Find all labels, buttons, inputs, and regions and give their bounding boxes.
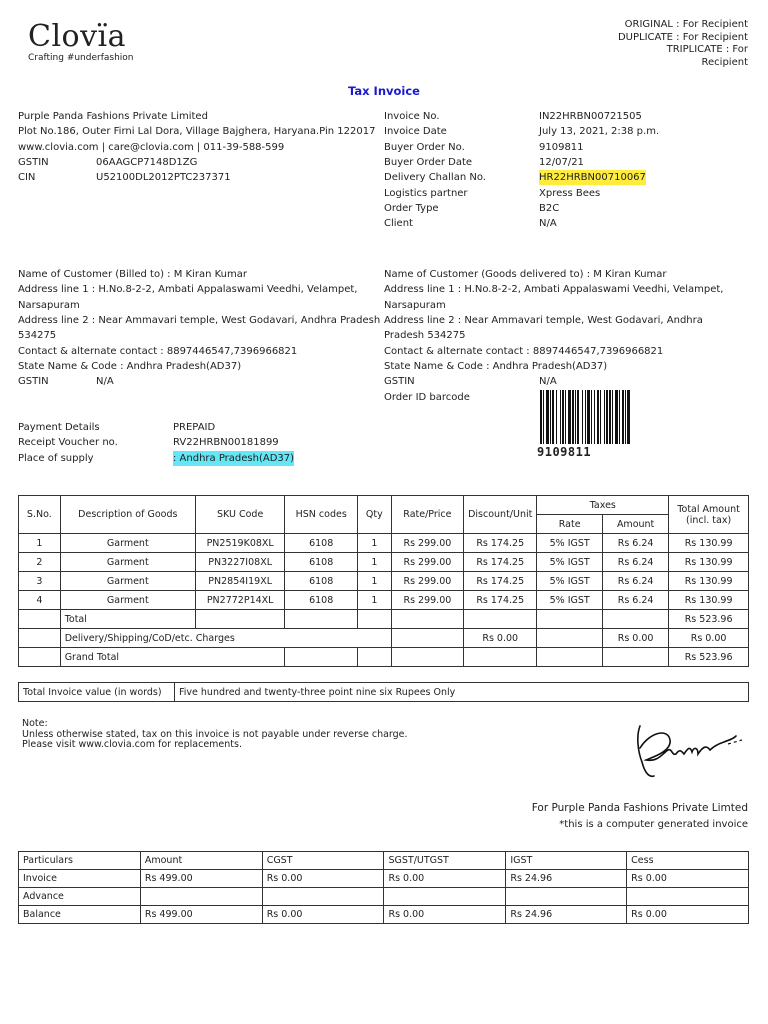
invoice-label: Buyer Order No. xyxy=(384,141,465,153)
cell-sno: 4 xyxy=(19,591,61,610)
cell-qty: 1 xyxy=(358,534,392,553)
cell-empty xyxy=(603,648,669,667)
cell-total: Rs 130.99 xyxy=(669,553,749,572)
summary-cell: Rs 0.00 xyxy=(262,870,384,888)
header-hsn: HSN codes xyxy=(285,496,358,534)
header-qty: Qty xyxy=(358,496,392,534)
computer-generated-note: *this is a computer generated invoice xyxy=(559,819,748,830)
invoice-label: Client xyxy=(384,218,413,230)
table-row xyxy=(19,906,749,924)
barcode-bar xyxy=(540,390,542,444)
invoice-label: Buyer Order Date xyxy=(384,156,473,168)
delivered-address-line2-cont: Pradesh 534275 xyxy=(384,330,466,342)
cell-empty xyxy=(285,610,358,629)
barcode-bar xyxy=(562,390,564,444)
place-of-supply-label: Place of supply xyxy=(18,452,94,464)
words-value: Five hundred and twenty-three point nine six Rupees Only xyxy=(175,683,749,702)
grand-total-value: Rs 523.96 xyxy=(669,648,749,667)
delivery-challan-value: HR22HRBN00710067 xyxy=(539,170,646,185)
barcode-label: Order ID barcode xyxy=(384,392,470,403)
delivery-label: Delivery/Shipping/CoD/etc. Charges xyxy=(60,629,391,648)
invoice-label: Order Type xyxy=(384,202,439,214)
cell-qty: 1 xyxy=(358,591,392,610)
billed-name: Name of Customer (Billed to) : M Kiran Kumar xyxy=(18,269,247,280)
header-tax-amount: Amount xyxy=(603,515,669,534)
summary-cell xyxy=(140,888,262,906)
cell-empty xyxy=(603,610,669,629)
invoice-label: Invoice Date xyxy=(384,126,447,138)
delivered-gstin: N/A xyxy=(539,376,557,388)
header-tax-rate: Rate xyxy=(537,515,603,534)
cell-description: Garment xyxy=(60,553,195,572)
cell-empty xyxy=(285,648,358,667)
barcode-bar xyxy=(591,390,592,444)
delivered-state: State Name & Code : Andhra Pradesh(AD37) xyxy=(384,360,608,372)
note-line: Please visit www.clovia.com for replacements. xyxy=(22,739,242,750)
table-row xyxy=(19,870,749,888)
payment-details-value: PREPAID xyxy=(173,422,216,433)
cell-empty xyxy=(391,648,463,667)
barcode-bar xyxy=(577,390,579,444)
note xyxy=(22,719,408,751)
summary-cell: Rs 24.96 xyxy=(506,906,627,924)
note-line: Unless otherwise stated, tax on this invoice is not payable under reverse charge. xyxy=(22,728,408,740)
grand-total-label: Grand Total xyxy=(60,648,285,667)
order-barcode xyxy=(540,390,680,446)
cell-description: Garment xyxy=(60,534,195,553)
barcode-bar xyxy=(594,390,595,444)
barcode-bar xyxy=(597,390,599,444)
header-taxes: Taxes xyxy=(537,496,669,515)
barcode-bar xyxy=(615,390,618,444)
seller-name: Purple Panda Fashions Private Limited xyxy=(18,111,208,122)
cell-empty xyxy=(358,610,392,629)
billed-state: State Name & Code : Andhra Pradesh(AD37) xyxy=(18,360,242,372)
billed-address-line2-cont: 534275 xyxy=(18,330,57,342)
billed-address-line2: Address line 2 : Near Ammavari temple, West Godavari, Andhra Pradesh xyxy=(18,314,381,326)
items-table xyxy=(18,495,749,667)
cell-tax-amount: Rs 6.24 xyxy=(603,591,669,610)
table-row xyxy=(19,591,749,610)
cell-tax-rate: 5% IGST xyxy=(537,534,603,553)
barcode-bar xyxy=(546,390,549,444)
billed-address-line1: Address line 1 : H.No.8-2-2, Ambati Appalaswami Veedhi, Velampet, xyxy=(18,284,358,296)
cell-rate: Rs 299.00 xyxy=(391,572,463,591)
barcode-bar xyxy=(587,390,590,444)
cell-tax-amount: Rs 6.24 xyxy=(603,534,669,553)
table-row xyxy=(19,534,749,553)
barcode-bar xyxy=(572,390,574,444)
cell-hsn: 6108 xyxy=(285,553,358,572)
header-total-line1: Total Amount xyxy=(677,503,740,515)
words-label: Total Invoice value (in words) xyxy=(19,683,175,702)
summary-cell: Rs 24.96 xyxy=(506,870,627,888)
invoice-value: B2C xyxy=(539,202,560,214)
cell-hsn: 6108 xyxy=(285,534,358,553)
billed-gstin: N/A xyxy=(96,376,114,388)
total-value: Rs 523.96 xyxy=(669,610,749,629)
cell-empty xyxy=(537,610,603,629)
seller-cin: U52100DL2012PTC237371 xyxy=(96,172,231,184)
invoice-value: July 13, 2021, 2:38 p.m. xyxy=(539,126,660,138)
barcode-bar xyxy=(600,390,601,444)
cell-tax-rate: 5% IGST xyxy=(537,572,603,591)
cell-qty: 1 xyxy=(358,553,392,572)
cell-description: Garment xyxy=(60,572,195,591)
copy-line: DUPLICATE : For Recipient xyxy=(617,31,748,43)
summary-cell: Rs 0.00 xyxy=(384,870,506,888)
barcode-bar xyxy=(575,390,576,444)
invoice-label: Invoice No. xyxy=(384,111,440,122)
cell-discount: Rs 174.25 xyxy=(464,572,537,591)
invoice-value: N/A xyxy=(539,218,557,230)
cell-sno: 2 xyxy=(19,553,61,572)
summary-cell: Rs 0.00 xyxy=(262,906,384,924)
barcode-bar xyxy=(560,390,561,444)
summary-cell xyxy=(627,888,749,906)
billed-contact: Contact & alternate contact : 8897446547,7396966821 xyxy=(18,345,298,357)
cell-empty xyxy=(19,629,61,648)
invoice-label: Delivery Challan No. xyxy=(384,172,486,184)
delivered-contact: Contact & alternate contact : 8897446547,7396966821 xyxy=(384,345,664,357)
receipt-voucher-value: RV22HRBN00181899 xyxy=(173,437,279,449)
billed-address-line1-cont: Narsapuram xyxy=(18,299,80,311)
barcode-bar xyxy=(565,390,566,444)
cell-rate: Rs 299.00 xyxy=(391,553,463,572)
header-total xyxy=(669,496,749,534)
barcode-bar xyxy=(625,390,626,444)
cell-tax-rate: 5% IGST xyxy=(537,591,603,610)
barcode-bar xyxy=(550,390,551,444)
barcode-bar xyxy=(585,390,586,444)
note-title: Note: xyxy=(22,718,48,729)
cell-description: Garment xyxy=(60,591,195,610)
seller-contact: www.clovia.com | care@clovia.com | 011-39-588-599 xyxy=(18,141,285,153)
grand-total-row xyxy=(19,648,749,667)
cell-total: Rs 130.99 xyxy=(669,534,749,553)
barcode-bar xyxy=(582,390,583,444)
amount-in-words xyxy=(18,682,749,702)
delivery-discount: Rs 0.00 xyxy=(464,629,537,648)
cell-hsn: 6108 xyxy=(285,572,358,591)
table-row xyxy=(19,553,749,572)
summary-cell xyxy=(506,888,627,906)
summary-cell xyxy=(384,888,506,906)
summary-cell xyxy=(262,888,384,906)
total-row xyxy=(19,610,749,629)
delivered-address-line1-cont: Narsapuram xyxy=(384,299,446,311)
signatory-company: For Purple Panda Fashions Private Limted xyxy=(531,802,748,814)
summary-cell: Rs 499.00 xyxy=(140,870,262,888)
table-row xyxy=(19,572,749,591)
cell-discount: Rs 174.25 xyxy=(464,591,537,610)
receipt-voucher-label: Receipt Voucher no. xyxy=(18,437,118,449)
delivered-address-line2: Address line 2 : Near Ammavari temple, West Godavari, Andhra xyxy=(384,314,703,326)
cell-sno: 3 xyxy=(19,572,61,591)
invoice-value: 9109811 xyxy=(539,141,584,153)
summary-cell: Rs 0.00 xyxy=(384,906,506,924)
cell-hsn: 6108 xyxy=(285,591,358,610)
barcode-bar xyxy=(556,390,557,444)
seller-address: Plot No.186, Outer Firni Lal Dora, Village Bajghera, Haryana.Pin 122017 xyxy=(18,126,376,138)
header-rate: Rate/Price xyxy=(391,496,463,534)
cell-empty xyxy=(391,629,463,648)
barcode-bar xyxy=(609,390,611,444)
billed-gstin-label: GSTIN xyxy=(18,376,49,388)
barcode-bar xyxy=(568,390,571,444)
header-sku: SKU Code xyxy=(195,496,284,534)
summary-header: IGST xyxy=(506,852,627,870)
barcode-bar xyxy=(627,390,630,444)
copy-line: TRIPLICATE : For xyxy=(666,44,748,55)
cell-empty xyxy=(537,629,603,648)
barcode-bar xyxy=(552,390,554,444)
summary-cell: Advance xyxy=(19,888,141,906)
cell-sku: PN3227I08XL xyxy=(195,553,284,572)
summary-cell: Rs 0.00 xyxy=(627,870,749,888)
cell-total: Rs 130.99 xyxy=(669,591,749,610)
summary-header: Cess xyxy=(627,852,749,870)
cell-empty xyxy=(195,610,284,629)
cell-empty xyxy=(358,648,392,667)
cell-empty xyxy=(464,610,537,629)
seller-gstin: 06AAGCP7148D1ZG xyxy=(96,156,198,168)
summary-header-row xyxy=(19,852,749,870)
delivered-address-line1: Address line 1 : H.No.8-2-2, Ambati Appalaswami Veedhi, Velampet, xyxy=(384,284,724,296)
delivery-tax: Rs 0.00 xyxy=(603,629,669,648)
cell-empty xyxy=(19,610,61,629)
barcode-bar xyxy=(622,390,624,444)
invoice-value: Xpress Bees xyxy=(539,187,601,199)
cell-sno: 1 xyxy=(19,534,61,553)
cell-sku: PN2772P14XL xyxy=(195,591,284,610)
header-discount: Discount/Unit xyxy=(464,496,537,534)
cell-tax-rate: 5% IGST xyxy=(537,553,603,572)
cell-sku: PN2519K08XL xyxy=(195,534,284,553)
barcode-bar xyxy=(604,390,605,444)
invoice-label: Logistics partner xyxy=(384,187,468,199)
header-description: Description of Goods xyxy=(60,496,195,534)
cell-qty: 1 xyxy=(358,572,392,591)
barcode-number: 9109811 xyxy=(537,445,592,459)
header-sno: S.No. xyxy=(19,496,61,534)
delivered-gstin-label: GSTIN xyxy=(384,376,415,388)
delivery-total: Rs 0.00 xyxy=(669,629,749,648)
cell-empty xyxy=(537,648,603,667)
barcode-bar xyxy=(612,390,613,444)
cell-empty xyxy=(464,648,537,667)
summary-cell: Balance xyxy=(19,906,141,924)
cell-total: Rs 130.99 xyxy=(669,572,749,591)
cell-tax-amount: Rs 6.24 xyxy=(603,553,669,572)
cell-sku: PN2854I19XL xyxy=(195,572,284,591)
header-total-line2: (incl. tax) xyxy=(686,514,732,526)
summary-header: Amount xyxy=(140,852,262,870)
summary-header: Particulars xyxy=(19,852,141,870)
cell-discount: Rs 174.25 xyxy=(464,553,537,572)
cell-rate: Rs 299.00 xyxy=(391,534,463,553)
logo-wordmark: Clovïa xyxy=(28,19,127,54)
seller-cin-label: CIN xyxy=(18,172,36,184)
place-of-supply-value: : Andhra Pradesh(AD37) xyxy=(173,451,294,466)
copy-designation xyxy=(568,19,748,69)
cell-discount: Rs 174.25 xyxy=(464,534,537,553)
summary-cell: Invoice xyxy=(19,870,141,888)
cell-rate: Rs 299.00 xyxy=(391,591,463,610)
barcode-bar xyxy=(619,390,620,444)
copy-line: ORIGINAL : For Recipient xyxy=(624,19,748,30)
summary-cell: Rs 0.00 xyxy=(627,906,749,924)
summary-cell: Rs 499.00 xyxy=(140,906,262,924)
page-title: Tax Invoice xyxy=(348,84,420,98)
summary-header: CGST xyxy=(262,852,384,870)
table-row xyxy=(19,888,749,906)
tax-summary-table xyxy=(18,851,749,924)
barcode-graphic xyxy=(540,390,680,446)
invoice-value: 12/07/21 xyxy=(539,156,584,168)
cell-empty xyxy=(19,648,61,667)
signature-image xyxy=(628,718,748,791)
total-label: Total xyxy=(60,610,195,629)
barcode-bar xyxy=(606,390,608,444)
summary-header: SGST/UTGST xyxy=(384,852,506,870)
brand-logo xyxy=(28,19,134,63)
payment-details-label: Payment Details xyxy=(18,422,100,433)
cell-tax-amount: Rs 6.24 xyxy=(603,572,669,591)
copy-line: Recipient xyxy=(701,56,748,68)
seller-gstin-label: GSTIN xyxy=(18,156,49,168)
delivered-name: Name of Customer (Goods delivered to) : M Kiran Kumar xyxy=(384,269,667,280)
delivery-row xyxy=(19,629,749,648)
barcode-bar xyxy=(543,390,544,444)
cell-empty xyxy=(391,610,463,629)
logo-tagline: Crafting #underfashion xyxy=(28,53,134,63)
invoice-value: IN22HRBN00721505 xyxy=(539,111,642,122)
